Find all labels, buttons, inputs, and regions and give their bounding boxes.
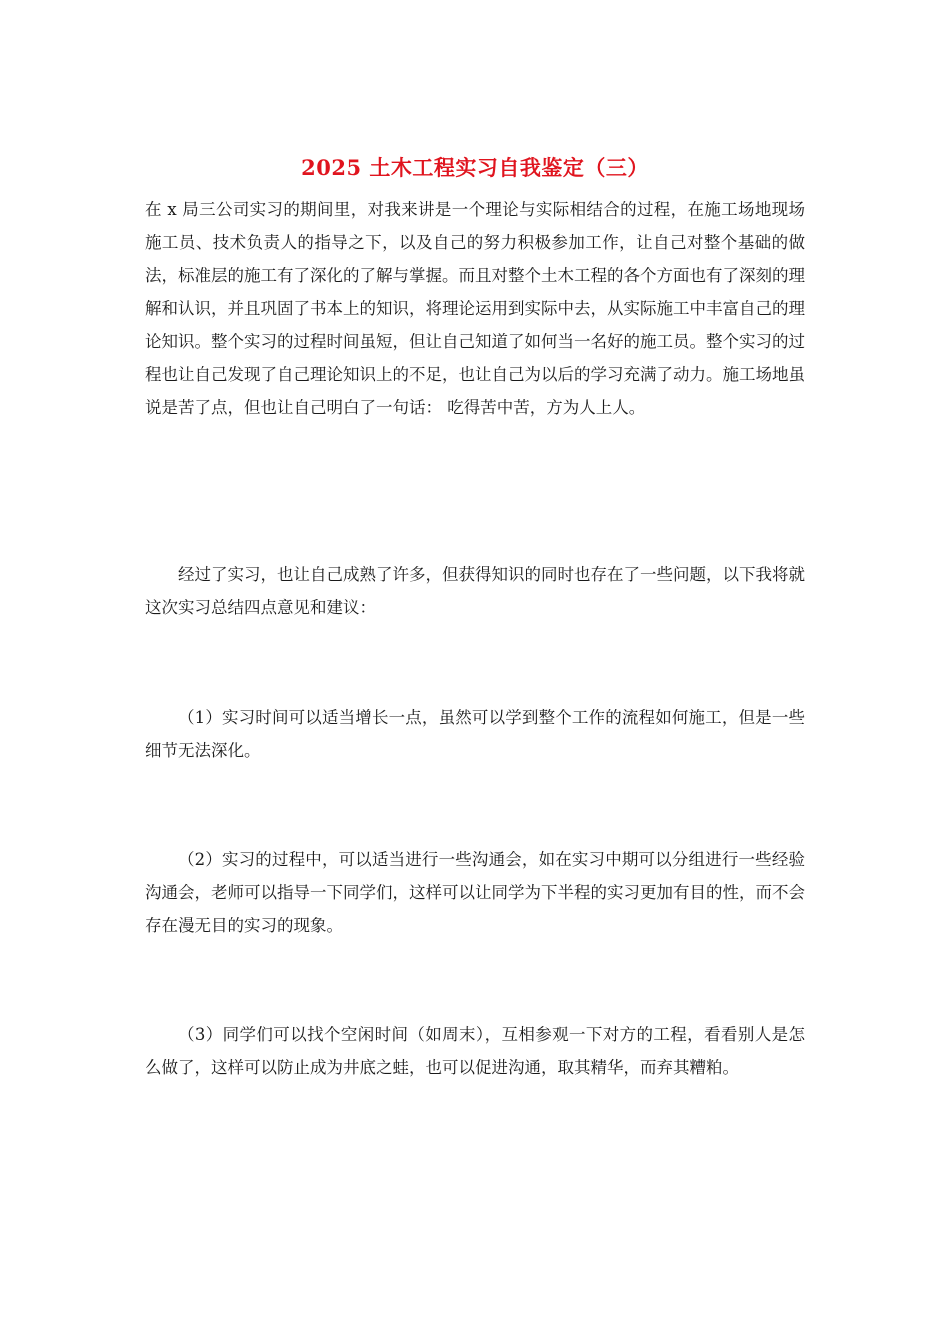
paragraph-suggestion-3: （3）同学们可以找个空闲时间（如周末），互相参观一下对方的工程，看看别人是怎么做了，这样可以防止成为井底之蛙，也可以促进沟通，取其精华，而弃其糟粕。 [145, 1025, 805, 1077]
paragraph-internship-overview: 在 x 局三公司实习的期间里，对我来讲是一个理论与实际相结合的过程，在施工场地现场施工员、技术负责人的指导之下，以及自己的努力积极参加工作，让自己对整个基础的做法，标准层的施工有了深化的了解与掌握。而且对整个土木工程的各个方面也有了深刻的理解和认识，并且巩固了书本上的知识，将理论运用到实际中去，从实际施工中丰富自己的理论知识。整个实习的过程时间虽短，但让自己知道了如何当一名好的施工员。整个实习的过程也让自己发现了自己理论知识上的不足，也让自己为以后的学习充满了动力。施工场地虽说是苦了点，但也让自己明白了一句话： 吃得苦中苦，方为人上人。 [145, 200, 805, 417]
paragraph-suggestion-1: （1）实习时间可以适当增长一点，虽然可以学到整个工作的流程如何施工，但是一些细节无法深化。 [145, 708, 805, 760]
document-title: 2025 土木工程实习自我鉴定（三） [301, 155, 649, 180]
paragraph-suggestion-2: （2）实习的过程中，可以适当进行一些沟通会，如在实习中期可以分组进行一些经验沟通会，老师可以指导一下同学们，这样可以让同学为下半程的实习更加有目的性，而不会存在漫无目的实习的现象。 [145, 850, 805, 935]
paragraph-suggestions-intro: 经过了实习，也让自己成熟了许多，但获得知识的同时也存在了一些问题，以下我将就这次实习总结四点意见和建议： [145, 565, 805, 617]
